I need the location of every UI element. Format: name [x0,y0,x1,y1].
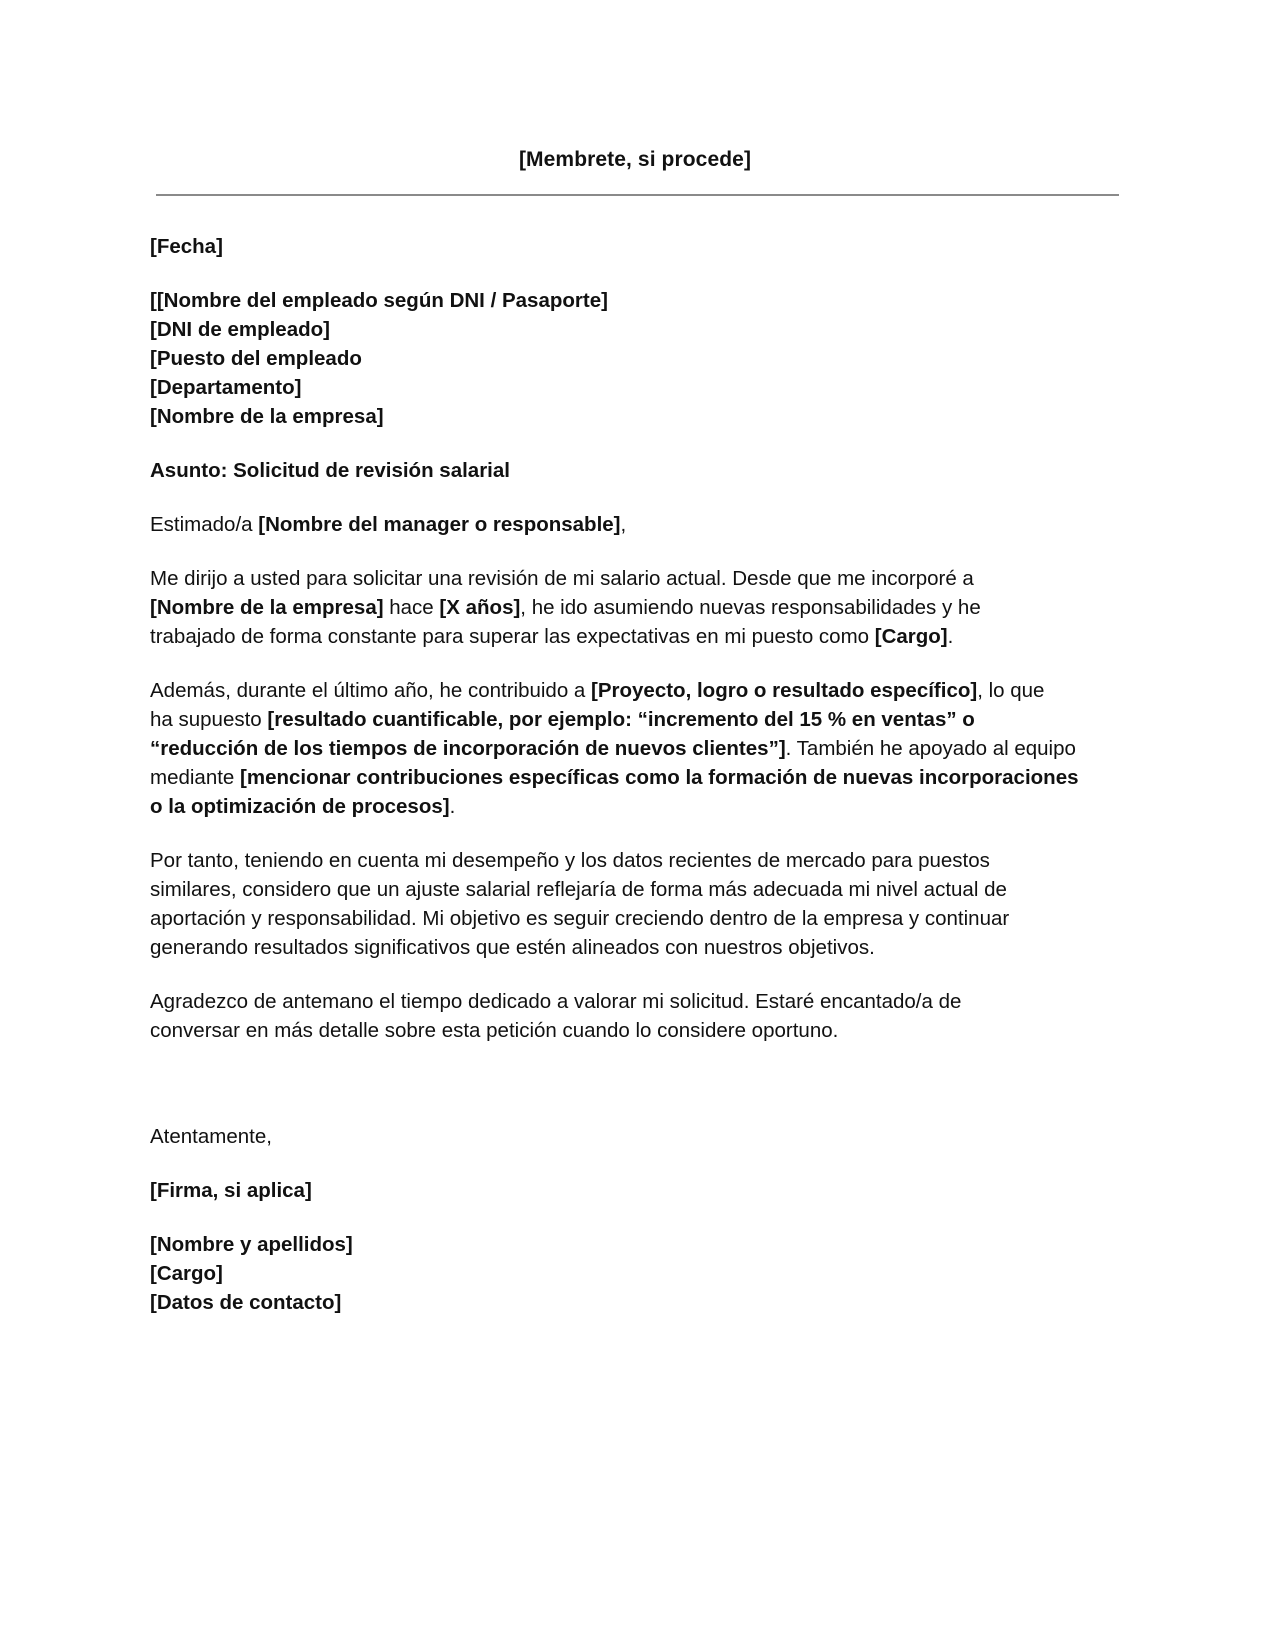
sender-block [150,1230,1130,1317]
text-run: ha supuesto [150,708,268,731]
subject-block [150,456,1130,485]
text-run: hace [383,596,440,619]
placeholder-result-cont: “reducción de los tiempos de incorporación de nuevos clientes”] [150,737,786,760]
closing: Atentamente, [150,1125,272,1148]
text-run: , he ido asumiendo nuevas responsabilidades y he [520,596,981,619]
salutation-name: [Nombre del manager o responsable] [258,513,621,536]
recipient-id: [DNI de empleado] [150,318,330,341]
paragraph-4-line: conversar en más detalle sobre esta petición cuando lo considere oportuno. [150,1019,839,1042]
recipient-position: [Puesto del empleado [150,347,362,370]
recipient-block [150,286,1130,431]
paragraph-1-line: Me dirijo a usted para solicitar una revisión de mi salario actual. Desde que me incorporé a [150,567,974,590]
salutation [150,510,1130,539]
text-run: , lo que [977,679,1045,702]
spacer [150,1070,1130,1122]
placeholder-contributions-cont: o la optimización de procesos] [150,795,450,818]
placeholder-contributions: [mencionar contribuciones específicas como la formación de nuevas incorporaciones [240,766,1079,789]
paragraph-1 [150,564,1130,651]
letter-body [150,232,1130,1342]
recipient-department: [Departamento] [150,376,302,399]
letterhead: [Membrete, si procede] [518,148,752,171]
text-run: mediante [150,766,241,789]
paragraph-2-line [150,705,1130,734]
placeholder-result: [resultado cuantificable, por ejemplo: “incremento del 15 % en ventas” o [267,708,975,731]
placeholder-company: [Nombre de la empresa] [150,596,384,619]
placeholder-project: [Proyecto, logro o resultado específico] [591,679,978,702]
signature: [Firma, si aplica] [150,1179,312,1202]
paragraph-2-line [150,763,1130,792]
salutation-prefix: Estimado/a [150,513,259,536]
paragraph-2-line [150,792,1130,821]
text-run: trabajado de forma constante para superar las expectativas en mi puesto como [150,625,875,648]
sender-name: [Nombre y apellidos] [150,1233,353,1256]
sender-contact: [Datos de contacto] [150,1291,342,1314]
paragraph-4-line: Agradezco de antemano el tiempo dedicado a valorar mi solicitud. Estaré encantado/a de [150,990,962,1013]
paragraph-1-line [150,593,1130,622]
text-run: Además, durante el último año, he contribuido a [150,679,592,702]
signature-block [150,1176,1130,1205]
letterhead-divider [156,194,1119,196]
paragraph-1-line [150,622,1130,651]
date-block [150,232,1130,261]
paragraph-2 [150,676,1130,821]
paragraph-2-line [150,734,1130,763]
paragraph-3-line: aportación y responsabilidad. Mi objetivo es seguir creciendo dentro de la empresa y continuar [150,907,1010,930]
paragraph-2-line [150,676,1130,705]
text-run: . [947,625,954,648]
subject-line: Asunto: Solicitud de revisión salarial [150,459,510,482]
salutation-suffix: , [620,513,627,536]
placeholder-role: [Cargo] [874,625,948,648]
sender-role: [Cargo] [150,1262,223,1285]
paragraph-3-line: generando resultados significativos que estén alineados con nuestros objetivos. [150,936,875,959]
placeholder-years: [X años] [439,596,521,619]
date: [Fecha] [150,235,223,258]
closing-block [150,1122,1130,1151]
paragraph-4 [150,987,1130,1045]
text-run: . [449,795,456,818]
paragraph-3 [150,846,1130,962]
recipient-name: [[Nombre del empleado según DNI / Pasaporte] [150,289,608,312]
recipient-company: [Nombre de la empresa] [150,405,384,428]
paragraph-3-line: similares, considero que un ajuste salarial reflejaría de forma más adecuada mi nivel actual de [150,878,1007,901]
text-run: . También he apoyado al equipo [785,737,1076,760]
paragraph-3-line: Por tanto, teniendo en cuenta mi desempeño y los datos recientes de mercado para puestos [150,849,990,872]
